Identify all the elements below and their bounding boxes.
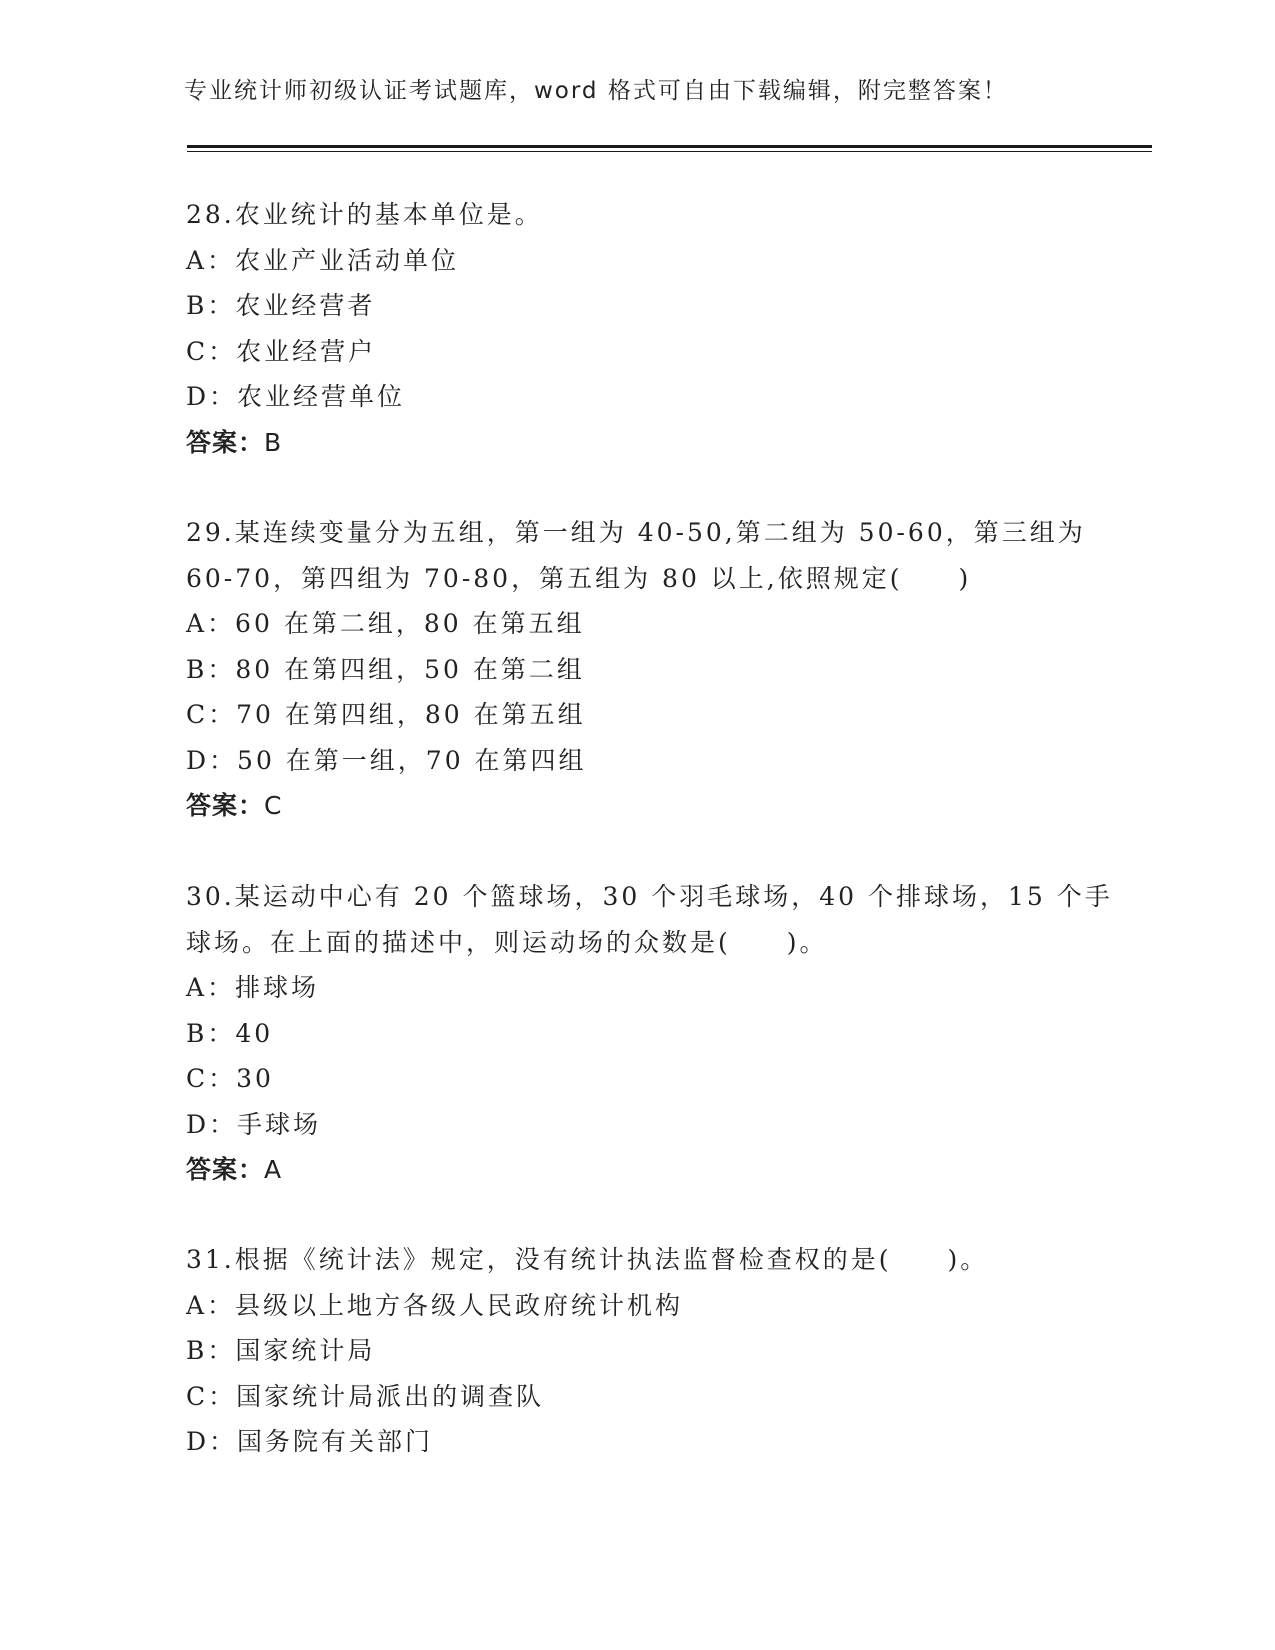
question-stem-line-2: 60-70，第四组为 70-80，第五组为 80 以上,依照规定( )	[186, 563, 972, 593]
option-d: D：农业经营单位	[186, 382, 406, 411]
option-a: A：60 在第二组，80 在第五组	[186, 609, 585, 638]
answer-value: A	[264, 1155, 283, 1184]
answer-label: 答案：	[186, 1155, 265, 1184]
question-stem: 31.根据《统计法》规定，没有统计执法监督检查权的是( )。	[186, 1245, 989, 1274]
answer-line	[186, 783, 1086, 829]
option-c: C：70 在第四组，80 在第五组	[186, 700, 586, 729]
option-b: B：农业经营者	[186, 291, 376, 320]
question-stem-line-1: 30.某运动中心有 20 个篮球场，30 个羽毛球场，40 个排球场，15 个手	[186, 882, 1113, 911]
question-31	[186, 1237, 1086, 1465]
question-stem: 28.农业统计的基本单位是。	[186, 200, 543, 229]
option-b: B：国家统计局	[186, 1336, 376, 1365]
option-a: A：农业产业活动单位	[186, 245, 460, 275]
option-d: D：手球场	[186, 1109, 322, 1139]
option-a: A：排球场	[186, 973, 320, 1002]
option-d: D：国务院有关部门	[186, 1427, 434, 1456]
option-d: D：50 在第一组，70 在第四组	[186, 745, 587, 775]
question-stem-line-2: 球场。在上面的描述中，则运动场的众数是( )。	[186, 927, 828, 957]
option-c: C：30	[186, 1064, 274, 1093]
answer-line	[186, 420, 1086, 466]
page-header: 专业统计师初级认证考试题库，word 格式可自由下载编辑，附完整答案！	[184, 78, 1008, 104]
option-b: B：40	[186, 1018, 274, 1048]
option-a: A：县级以上地方各级人民政府统计机构	[186, 1290, 684, 1320]
answer-value: C	[264, 791, 283, 820]
header-rule-thin	[187, 151, 1152, 152]
question-stem-line-1: 29.某连续变量分为五组，第一组为 40-50,第二组为 50-60，第三组为	[186, 518, 1086, 547]
question-30	[186, 874, 1113, 1193]
question-28	[186, 192, 1086, 465]
answer-label: 答案：	[186, 791, 265, 820]
option-c: C：国家统计局派出的调查队	[186, 1381, 545, 1411]
answer-value: B	[264, 427, 283, 457]
answer-label: 答案：	[186, 427, 265, 457]
header-rule-thick	[187, 145, 1152, 148]
question-29	[186, 510, 1086, 829]
option-c: C：农业经营户	[186, 336, 377, 366]
answer-line	[186, 1147, 1086, 1193]
option-b: B：80 在第四组，50 在第二组	[186, 654, 585, 684]
